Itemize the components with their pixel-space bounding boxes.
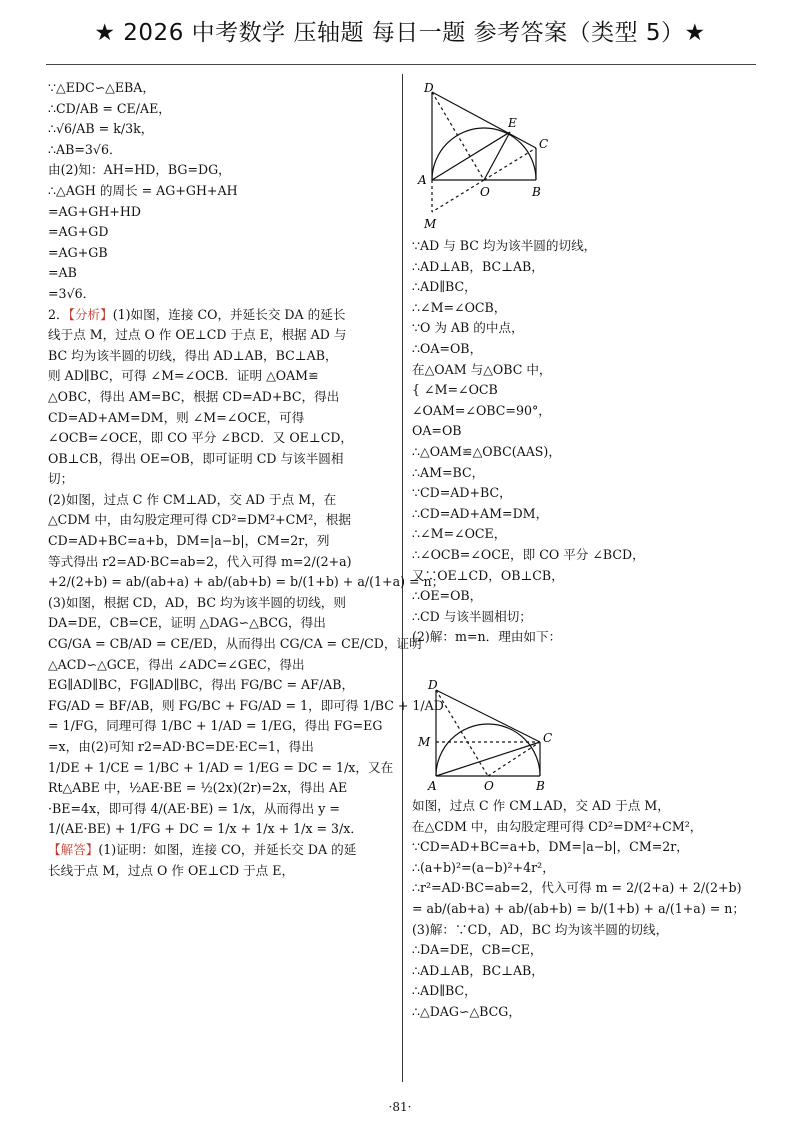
- text-line: =AG+GD: [48, 224, 109, 240]
- text-line: EG∥AD∥BC，FG∥AD∥BC，得出 FG/BC = AF/AB，: [48, 677, 355, 693]
- page-number: ·81·: [388, 1100, 412, 1114]
- fig2-semicircle: [436, 724, 540, 776]
- text-line: { ∠M=∠OCB: [412, 382, 498, 398]
- text-line: 在△CDM 中，由勾股定理可得 CD²=DM²+CM²，: [412, 818, 703, 834]
- text-line: ∴AD∥BC，: [412, 279, 477, 295]
- text-line: ∵O 为 AB 的中点，: [412, 320, 524, 336]
- text-line: =AG+GH+HD: [48, 203, 141, 219]
- text-line: ∴△DAG∽△BCG，: [412, 1003, 521, 1019]
- text-line: ∴AD∥BC，: [412, 983, 477, 999]
- text-line: ∴(a+b)²=(a−b)²+4r²，: [412, 859, 555, 875]
- text-line: ∴DA=DE，CB=CE，: [412, 942, 543, 958]
- text-line: 则 AD∥BC，可得 ∠M=∠OCB．证明 △OAM≌: [48, 368, 319, 384]
- right-column-continued: [412, 796, 764, 1023]
- text-line: =AB: [48, 265, 77, 281]
- fig2-seg-OC: [488, 742, 540, 776]
- text-line: 又∵OE⊥CD，OB⊥CB，: [412, 567, 564, 583]
- text-line: ∴AD⊥AB，BC⊥AB，: [412, 962, 544, 978]
- text-line: (3)解：∵CD，AD，BC 均为该半圆的切线，: [412, 921, 669, 937]
- text-line: 等式得出 r2=AD·BC=ab=2，代入可得 m=2/(2+a): [48, 553, 352, 569]
- text-line: CD=AD+AM=DM，则 ∠M=∠OCE，可得: [48, 409, 305, 425]
- text-line: = 1/FG，同理可得 1/BC + 1/AD = 1/EG，得出 FG=EG: [48, 718, 383, 734]
- text-line: 线于点 M，过点 O 作 OE⊥CD 于点 E，根据 AD 与: [48, 327, 347, 343]
- text-line: ∴AB=3√6．: [48, 141, 122, 157]
- right-column: [412, 236, 764, 648]
- figure-1: [412, 80, 562, 240]
- text-line: OA=OB: [412, 423, 462, 439]
- section-marker: 【分析】: [68, 306, 113, 322]
- fig1-seg-DO: [432, 92, 484, 180]
- fig1-seg-DC: [432, 92, 536, 148]
- text-line: ∴CD=AD+AM=DM，: [412, 505, 549, 521]
- text-line: =x，由(2)可知 r2=AD·BC=DE·EC=1，得出: [48, 739, 314, 754]
- fig1-label-E: E: [508, 116, 517, 130]
- text-line: =3√6．: [48, 285, 96, 301]
- text-line: ·BE=4x，即可得 4/(AE·BE) = 1/x，从而得出 y =: [48, 800, 340, 816]
- fig1-seg-AE: [432, 132, 510, 180]
- fig2-label-O: O: [484, 779, 494, 793]
- text-line: 【解答】(1)证明：如图，连接 CO，并延长交 DA 的延: [48, 841, 357, 857]
- text-line: △ACD∽△GCE，得出 ∠ADC=∠GEC，得出: [48, 656, 305, 672]
- header-rule: [46, 64, 756, 65]
- fig2-label-A: A: [428, 779, 437, 793]
- text-line: Rt△ABE 中，½AE·BE = ½(2x)(2r)=2x，得出 AE: [48, 780, 348, 796]
- text-line: 切；: [48, 471, 74, 487]
- text-line: 1/DE + 1/CE = 1/BC + 1/AD = 1/EG = DC = 1/x，又在: [48, 759, 394, 775]
- text-line: ∠OCB=∠OCE，即 CO 平分 ∠BCD．又 OE⊥CD，: [48, 430, 354, 446]
- text-line: ∠OAM=∠OBC=90°，: [412, 402, 551, 418]
- fig2-label-C: C: [543, 731, 553, 745]
- fig2-label-M: M: [418, 735, 431, 749]
- fig1-label-M: M: [424, 217, 437, 231]
- text-line: ∴AD⊥AB，BC⊥AB，: [412, 258, 544, 274]
- fig1-label-C: C: [539, 137, 549, 151]
- fig2-seg-AC: [436, 742, 540, 776]
- text-line: ∴OE=OB，: [412, 588, 483, 604]
- text-line: FG/AD = BF/AB，则 FG/BC + FG/AD = 1，即可得 1/BC + 1/AD: [48, 697, 444, 713]
- text-line: (3)如图，根据 CD，AD，BC 均为该半圆的切线，则: [48, 594, 346, 610]
- text-line: ∴CD/AB = CE/AE，: [48, 100, 171, 116]
- fig1-seg-OM: [432, 180, 484, 212]
- text-line: △CDM 中，由勾股定理可得 CD²=DM²+CM²，根据: [48, 512, 351, 528]
- text-line: 1/(AE·BE) + 1/FG + DC = 1/x + 1/x + 1/x = 3/x．: [48, 821, 363, 837]
- text-line: ∴AM=BC，: [412, 464, 485, 480]
- text-line: 由(2)知：AH=HD，BG=DG，: [48, 162, 231, 178]
- page-header: ★ 2026 中考数学 压轴题 每日一题 参考答案（类型 5）★: [94, 20, 706, 46]
- fig1-seg-OE: [484, 132, 510, 180]
- section-marker: 【解答】: [48, 841, 99, 857]
- text-line: CG/GA = CB/AD = CE/ED，从而得出 CG/CA = CE/CD，证明: [48, 636, 422, 652]
- fig1-semicircle: [432, 128, 536, 180]
- text-line: BC 均为该半圆的切线，得出 AD⊥AB，BC⊥AB，: [48, 347, 338, 363]
- text-line: (2)如图，过点 C 作 CM⊥AD，交 AD 于点 M，在: [48, 491, 337, 507]
- fig2-label-D: D: [428, 678, 438, 692]
- fig1-label-B: B: [532, 185, 541, 199]
- fig1-label-O: O: [480, 185, 490, 199]
- text-line: ∴√6/AB = k/3k，: [48, 121, 154, 137]
- text-line: ∴△AGH 的周长 = AG+GH+AH: [48, 182, 238, 198]
- text-line: ∴∠M=∠OCB，: [412, 299, 507, 315]
- fig2-label-B: B: [536, 779, 545, 793]
- fig1-label-D: D: [424, 81, 434, 95]
- text-line: ∵△EDC∽△EBA，: [48, 80, 155, 95]
- text-line: △OBC，得出 AM=BC，根据 CD=AD+BC，得出: [48, 388, 340, 404]
- text-line: ∴∠M=∠OCE，: [412, 526, 507, 542]
- text-line: 在△OAM 与△OBC 中，: [412, 361, 552, 377]
- fig1-label-A: A: [418, 173, 427, 187]
- text-line: ∴r²=AD·BC=ab=2，代入可得 m = 2/(2+a) + 2/(2+b): [412, 880, 742, 896]
- text-line: ∵CD=AD+BC，: [412, 485, 512, 501]
- text-line: ∵CD=AD+BC=a+b，DM=|a−b|，CM=2r，: [412, 839, 689, 855]
- text-line: +2/(2+b) = ab/(ab+a) + ab/(ab+b) = b/(1+b) + a/(1+a) = n；: [48, 574, 445, 590]
- text-line: 如图，过点 C 作 CM⊥AD，交 AD 于点 M，: [412, 798, 670, 813]
- text-line: 长线于点 M，过点 O 作 OE⊥CD 于点 E，: [48, 862, 295, 878]
- text-line: DA=DE，CB=CE，证明 △DAG∽△BCG，得出: [48, 615, 326, 631]
- text-line: 2．【分析】(1)如图，连接 CO，并延长交 DA 的延长: [48, 306, 346, 322]
- figure-2: [412, 676, 562, 796]
- text-line: = ab/(ab+a) + ab/(ab+b) = b/(1+b) + a/(1+a) = n；: [412, 900, 745, 916]
- text-line: ∴△OAM≌△OBC(AAS)，: [412, 443, 561, 459]
- text-line: CD=AD+BC=a+b，DM=|a−b|，CM=2r，列: [48, 533, 330, 549]
- text-line: ∴OA=OB，: [412, 340, 483, 356]
- text-line: =AG+GB: [48, 244, 108, 260]
- text-line: ∵AD 与 BC 均为该半圆的切线，: [412, 238, 597, 253]
- text-line: ∴∠OCB=∠OCE，即 CO 平分 ∠BCD，: [412, 546, 645, 562]
- text-line: (2)解：m=n．理由如下：: [412, 629, 562, 645]
- text-line: OB⊥CB，得出 OE=OB，即可证明 CD 与该半圆相: [48, 450, 344, 466]
- text-line: ∴CD 与该半圆相切；: [412, 608, 532, 624]
